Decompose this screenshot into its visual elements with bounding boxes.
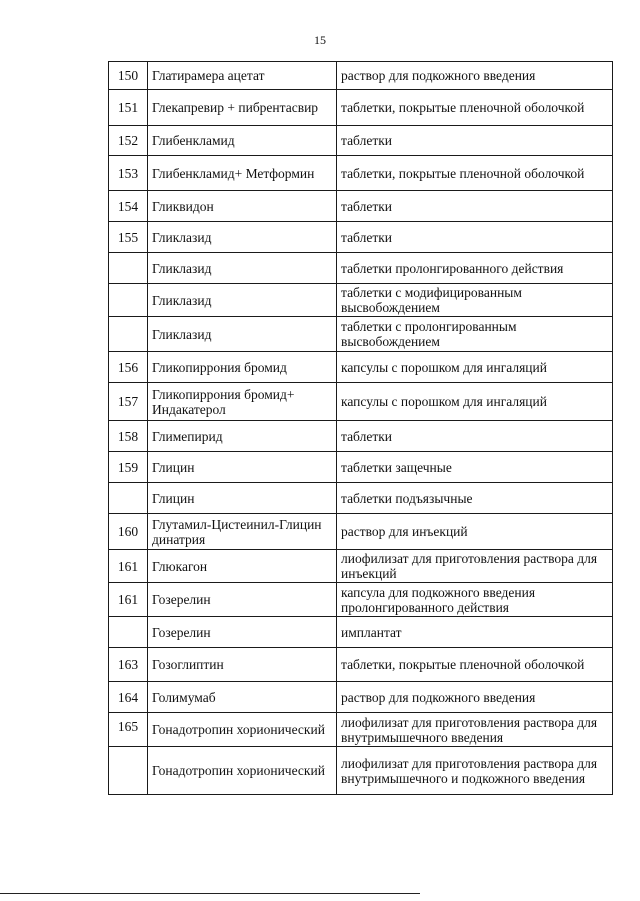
table-row: [109, 514, 613, 550]
row-number: [109, 317, 148, 352]
drug-name: Гликлазид: [148, 253, 337, 284]
table-row: [109, 747, 613, 795]
row-number: 161: [109, 550, 148, 583]
drug-name: Глекапревир + пибрентасвир: [148, 90, 337, 126]
table-row: [109, 583, 613, 617]
drug-name: Гликлазид: [148, 284, 337, 317]
drug-name: Гликопиррония бромид+ Индакатерол: [148, 383, 337, 421]
row-number: 158: [109, 421, 148, 452]
row-number: [109, 747, 148, 795]
dosage-form: таблетки подъязычные: [337, 483, 613, 514]
table-row: [109, 253, 613, 284]
row-number: 160: [109, 514, 148, 550]
table-row: [109, 682, 613, 713]
drug-name: Гликопиррония бромид: [148, 352, 337, 383]
dosage-form: лиофилизат для приготовления раствора для внутримышечного и подкожного введения: [337, 747, 613, 795]
row-number: 153: [109, 156, 148, 191]
row-number: 164: [109, 682, 148, 713]
drug-name: Гонадотропин хорионический: [148, 747, 337, 795]
dosage-form: капсулы с порошком для ингаляций: [337, 383, 613, 421]
row-number: 155: [109, 222, 148, 253]
dosage-form: таблетки: [337, 222, 613, 253]
row-number: 157: [109, 383, 148, 421]
drug-name: Глибенкламид: [148, 126, 337, 156]
dosage-form: раствор для инъекций: [337, 514, 613, 550]
dosage-form: таблетки: [337, 191, 613, 222]
row-number: [109, 617, 148, 648]
drug-name: Глюкагон: [148, 550, 337, 583]
dosage-form: таблетки: [337, 421, 613, 452]
drug-name: Гликвидон: [148, 191, 337, 222]
table-row: [109, 284, 613, 317]
table-row: [109, 352, 613, 383]
row-number: 161: [109, 583, 148, 617]
drug-name: Гликлазид: [148, 222, 337, 253]
drug-name: Гозерелин: [148, 617, 337, 648]
page-number: 15: [314, 33, 326, 47]
dosage-form: лиофилизат для приготовления раствора для инъекций: [337, 550, 613, 583]
dosage-form: имплантат: [337, 617, 613, 648]
drug-name: Гонадотропин хорионический: [148, 713, 337, 747]
dosage-form: капсула для подкожного введения пролонгированного действия: [337, 583, 613, 617]
table-row: [109, 617, 613, 648]
dosage-form: таблетки пролонгированного действия: [337, 253, 613, 284]
table-row: [109, 222, 613, 253]
dosage-form: таблетки, покрытые пленочной оболочкой: [337, 156, 613, 191]
table-row: [109, 156, 613, 191]
table-row: [109, 126, 613, 156]
table-row: [109, 62, 613, 90]
row-number: 150: [109, 62, 148, 90]
table-row: [109, 383, 613, 421]
row-number: [109, 284, 148, 317]
drug-name: Глицин: [148, 452, 337, 483]
dosage-form: капсулы с порошком для ингаляций: [337, 352, 613, 383]
dosage-form: таблетки защечные: [337, 452, 613, 483]
row-number: 151: [109, 90, 148, 126]
dosage-form: лиофилизат для приготовления раствора для внутримышечного введения: [337, 713, 613, 747]
row-number: 156: [109, 352, 148, 383]
drug-name: Глатирамера ацетат: [148, 62, 337, 90]
drug-name: Глибенкламид+ Метформин: [148, 156, 337, 191]
row-number: [109, 253, 148, 284]
table-row: [109, 421, 613, 452]
dosage-form: таблетки, покрытые пленочной оболочкой: [337, 90, 613, 126]
drug-name: Гликлазид: [148, 317, 337, 352]
table-body: [109, 62, 613, 795]
drug-name: Гозерелин: [148, 583, 337, 617]
drug-name: Глутамил-Цистеинил-Глицин динатрия: [148, 514, 337, 550]
drug-table: [108, 61, 613, 795]
row-number: 159: [109, 452, 148, 483]
table-row: [109, 90, 613, 126]
table-row: [109, 483, 613, 514]
dosage-form: таблетки, покрытые пленочной оболочкой: [337, 648, 613, 682]
table-row: [109, 452, 613, 483]
drug-name: Глицин: [148, 483, 337, 514]
drug-name: Глимепирид: [148, 421, 337, 452]
dosage-form: раствор для подкожного введения: [337, 62, 613, 90]
drug-name: Голимумаб: [148, 682, 337, 713]
table-row: [109, 713, 613, 747]
table-row: [109, 317, 613, 352]
dosage-form: таблетки с модифицированным высвобождением: [337, 284, 613, 317]
table-row: [109, 648, 613, 682]
table-row: [109, 191, 613, 222]
row-number: 152: [109, 126, 148, 156]
table-row: [109, 550, 613, 583]
row-number: 165: [109, 713, 148, 747]
row-number: [109, 483, 148, 514]
row-number: 154: [109, 191, 148, 222]
dosage-form: таблетки: [337, 126, 613, 156]
dosage-form: раствор для подкожного введения: [337, 682, 613, 713]
bottom-rule: [0, 893, 420, 894]
row-number: 163: [109, 648, 148, 682]
dosage-form: таблетки с пролонгированным высвобождением: [337, 317, 613, 352]
drug-name: Гозоглиптин: [148, 648, 337, 682]
